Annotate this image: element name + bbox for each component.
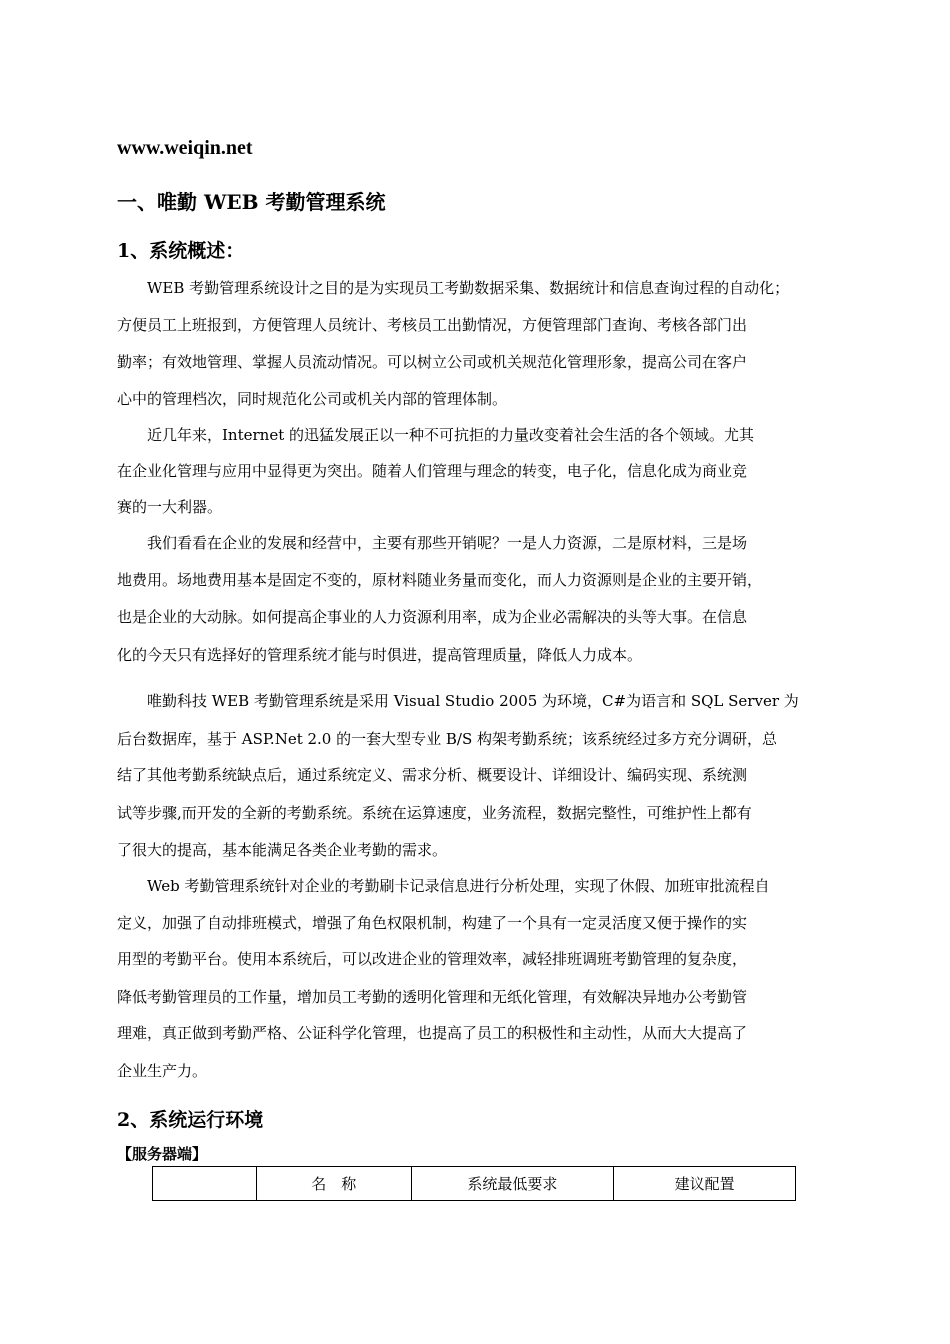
paragraph-line: 地费用。场地费用基本是固定不变的，原材料随业务量而变化，而人力资源则是企业的主要开销， bbox=[117, 571, 763, 589]
paragraph-line: 企业生产力。 bbox=[117, 1062, 208, 1080]
paragraph-line: 唯勤科技 WEB 考勤管理系统是采用 Visual Studio 2005 为环境，C#为语言和 SQL Server 为 bbox=[147, 692, 799, 710]
paragraph-line: 用型的考勤平台。使用本系统后，可以改进企业的管理效率，减轻排班调班考勤管理的复杂度， bbox=[117, 950, 748, 968]
paragraph-line: Web 考勤管理系统针对企业的考勤刷卡记录信息进行分析处理，实现了休假、加班审批流程自 bbox=[147, 877, 770, 895]
paragraph-line: 定义，加强了自动排班模式，增强了角色权限机制，构建了一个具有一定灵活度又便于操作的实 bbox=[117, 914, 748, 932]
paragraph-line: 试等步骤,而开发的全新的考勤系统。系统在运算速度，业务流程，数据完整性，可维护性上都有 bbox=[117, 804, 752, 822]
paragraph-line: WEB 考勤管理系统设计之目的是为实现员工考勤数据采集、数据统计和信息查询过程的自动化； bbox=[147, 279, 790, 297]
paragraph-line: 后台数据库，基于 ASP.Net 2.0 的一套大型专业 B/S 构架考勤系统；该系统经过多方充分调研，总 bbox=[117, 730, 778, 748]
table-row bbox=[153, 1167, 796, 1201]
paragraph-line: 赛的一大利器。 bbox=[117, 498, 223, 516]
paragraph-line: 结了其他考勤系统缺点后，通过系统定义、需求分析、概要设计、详细设计、编码实现、系统测 bbox=[117, 766, 748, 784]
section2-heading: 2、系统运行环境 bbox=[117, 1109, 264, 1131]
paragraph-line: 降低考勤管理员的工作量，增加员工考勤的透明化管理和无纸化管理，有效解决异地办公考勤管 bbox=[117, 988, 748, 1006]
paragraph-line: 在企业化管理与应用中显得更为突出。随着人们管理与理念的转变，电子化，信息化成为商业竞 bbox=[117, 462, 748, 480]
server-label: 【服务器端】 bbox=[117, 1145, 208, 1163]
section1-heading: 1、系统概述： bbox=[117, 240, 245, 262]
paragraph-line: 心中的管理档次，同时规范化公司或机关内部的管理体制。 bbox=[117, 390, 508, 408]
paragraph-line: 近几年来，Internet 的迅猛发展正以一种不可抗拒的力量改变着社会生活的各个领域。尤其 bbox=[147, 426, 754, 444]
paragraph-line: 了很大的提高，基本能满足各类企业考勤的需求。 bbox=[117, 841, 448, 859]
table-header-cell: 系统最低要求 bbox=[411, 1167, 614, 1201]
table-header-cell: 建议配置 bbox=[614, 1167, 796, 1201]
paragraph-line: 方便员工上班报到，方便管理人员统计、考核员工出勤情况，方便管理部门查询、考核各部门出 bbox=[117, 316, 748, 334]
table-header-cell: 名 称 bbox=[256, 1167, 411, 1201]
paragraph-line: 我们看看在企业的发展和经营中，主要有那些开销呢？一是人力资源，二是原材料，三是场 bbox=[147, 534, 748, 552]
main-heading: 一、唯勤 WEB 考勤管理系统 bbox=[117, 190, 386, 214]
paragraph-line: 也是企业的大动脉。如何提高企事业的人力资源利用率，成为企业必需解决的头等大事。在信息 bbox=[117, 608, 748, 626]
table-header-cell bbox=[153, 1167, 257, 1201]
environment-table bbox=[152, 1166, 796, 1201]
paragraph-line: 勤率；有效地管理、掌握人员流动情况。可以树立公司或机关规范化管理形象，提高公司在客户 bbox=[117, 353, 748, 371]
paragraph-line: 理难，真正做到考勤严格、公证科学化管理，也提高了员工的积极性和主动性，从而大大提高了 bbox=[117, 1024, 748, 1042]
paragraph-line: 化的今天只有选择好的管理系统才能与时俱进，提高管理质量，降低人力成本。 bbox=[117, 646, 643, 664]
site-url: www.weiqin.net bbox=[117, 137, 253, 159]
